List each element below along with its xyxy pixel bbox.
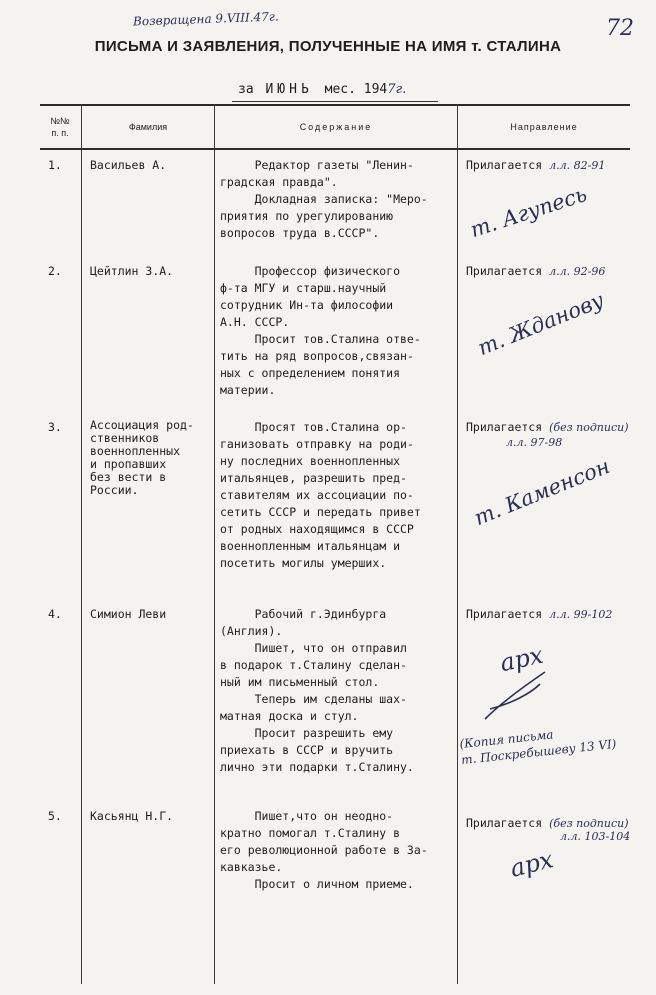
handwritten-copy-note: (Копия письма т. Поскребышеву 13 VI) xyxy=(458,727,618,768)
row-surname: Касьянц Н.Г. xyxy=(90,809,174,823)
row-content: Просят тов.Сталина ор- ганизовать отправку на роди- ну последних военнопленных итальянцев, разрешить пред- ставителям их ассоциации по- сетить СССР и передать привет от родных находящимся в СССР военнопленным итальянцам и посетить могилы умерших. xyxy=(220,420,421,570)
period-year-hand: 7г. xyxy=(387,82,407,97)
column-divider xyxy=(214,104,215,984)
page-number: 72 xyxy=(606,16,634,41)
table-header-border xyxy=(40,148,630,150)
row-direction xyxy=(466,157,605,174)
row-surname: Симион Леви xyxy=(90,607,167,621)
row-number: 2. xyxy=(48,264,62,278)
row-content: Профессор физического ф-та МГУ и старш.научный сотрудник Ин-та философии А.Н. СССР. Просит тов.Сталина отве- тить на ряд вопросов,связан- ных с определением понятия материи. xyxy=(220,264,421,397)
direction-label: Прилагается xyxy=(466,607,543,621)
handwritten-note: (без подписи) xyxy=(549,817,629,830)
row-surname: Ассоциация род- ственников военнопленных и пропавших без вести в России. xyxy=(90,418,194,497)
period-prefix: за xyxy=(238,82,254,97)
handwritten-resolution: т. Жданову xyxy=(474,287,608,361)
table-top-border xyxy=(40,104,630,106)
column-header-content: Содержание xyxy=(299,122,373,132)
direction-label: Прилагается xyxy=(466,264,543,278)
column-header-num: №№ п. п. xyxy=(50,116,70,138)
handwritten-sheet-range: л.л. 103-104 xyxy=(560,830,631,843)
period-month: ИЮНЬ xyxy=(265,82,313,97)
column-divider xyxy=(457,104,458,984)
direction-label: Прилагается xyxy=(466,420,543,434)
row-number: 4. xyxy=(48,607,62,621)
period-suffix: мес. 194 xyxy=(324,82,388,97)
handwritten-resolution: арх xyxy=(507,845,556,883)
handwritten-resolution: т. Каменсон xyxy=(470,453,614,531)
column-header-surname: Фамилия xyxy=(128,122,168,132)
document-title: ПИСЬМА И ЗАЯВЛЕНИЯ, ПОЛУЧЕННЫЕ НА ИМЯ т. СТАЛИНА xyxy=(94,38,562,55)
handwritten-sheet-range: л.л. 92-96 xyxy=(549,265,606,278)
handwritten-sheet-range: л.л. 97-98 xyxy=(506,436,563,449)
handwritten-return-note: Возвращена 9.VIII.47г. xyxy=(132,9,279,29)
handwritten-note: (без подписи) xyxy=(549,421,629,434)
signature-flourish xyxy=(480,664,550,724)
row-number: 1. xyxy=(48,158,62,172)
direction-label: Прилагается xyxy=(466,816,543,830)
row-content: Пишет,что он неодно- кратно помогал т.Сталину в его революционной работе в За- кавказье. Просит о личном приеме. xyxy=(220,809,428,891)
handwritten-sheet-range: л.л. 82-91 xyxy=(549,159,606,172)
row-direction xyxy=(466,263,605,280)
row-content: Редактор газеты "Ленин- градская правда". Докладная записка: "Меро- приятия по урегулированию вопросов труда в.СССР". xyxy=(220,158,428,240)
direction-label: Прилагается xyxy=(466,158,543,172)
column-header-direction: Направление xyxy=(510,122,578,132)
handwritten-resolution: арх xyxy=(497,640,546,678)
column-divider xyxy=(81,104,82,984)
handwritten-sheet-range: л.л. 99-102 xyxy=(549,608,613,621)
row-direction xyxy=(466,606,612,623)
period-line xyxy=(232,82,438,102)
handwritten-resolution: т. Агупесь xyxy=(467,181,590,243)
row-number: 3. xyxy=(48,420,62,434)
row-content: Рабочий г.Эдинбурга (Англия). Пишет, что он отправил в подарок т.Сталину сделан- ный им письменный стол. Теперь им сделаны шах- матная доска и стул. Просит разрешить ему приехать в СССР и вручить лично эти подарки т.Сталину. xyxy=(220,607,414,774)
row-surname: Васильев А. xyxy=(90,158,167,172)
row-surname: Цейтлин З.А. xyxy=(90,264,174,278)
row-number: 5. xyxy=(48,809,62,823)
